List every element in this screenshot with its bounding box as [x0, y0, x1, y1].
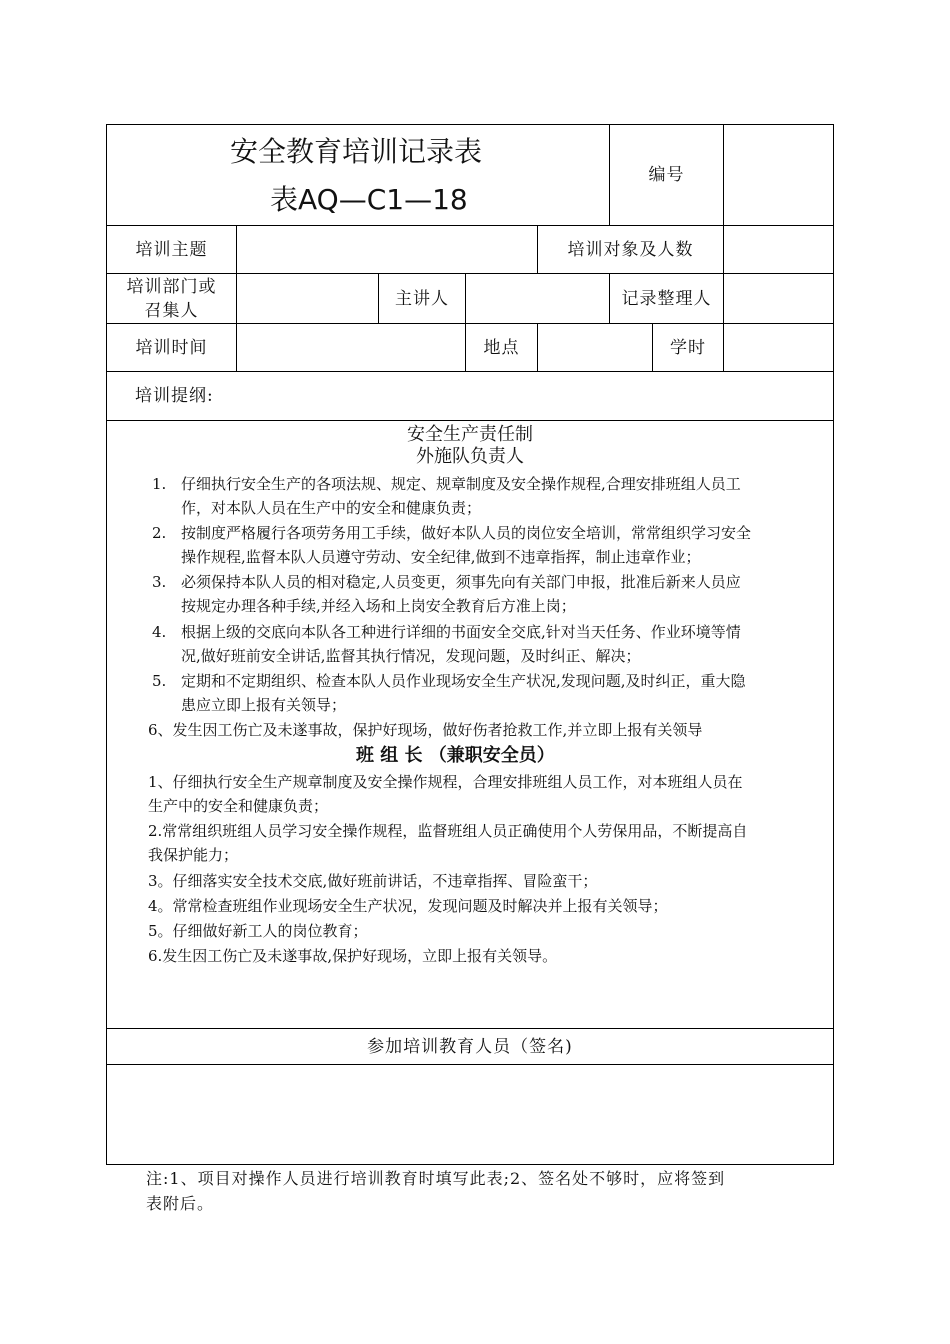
topic-label: 培训主题 — [135, 239, 208, 260]
recorder-field[interactable] — [724, 274, 833, 323]
section-heading-team-leader: 班 组 长 （兼职安全员） — [356, 745, 555, 766]
footnote: 注:1、项目对操作人员进行培训教育时填写此表;2、签名处不够时，应将签到 — [146, 1169, 726, 1188]
department-label-line2: 召集人 — [144, 300, 199, 321]
time-field[interactable] — [237, 324, 465, 371]
section-heading: 安全生产责任制 — [407, 424, 533, 445]
outline-label: 培训提纲: — [135, 386, 214, 406]
table-border — [106, 1164, 834, 1165]
list-item: 4。常常检查班组作业现场安全生产状况，发现问题及时解决并上报有关领导； — [148, 897, 668, 915]
list-item: 6.发生因工伤亡及未遂事故,保护好现场，立即上报有关领导。 — [148, 947, 558, 965]
list-item: 生产中的安全和健康负责； — [148, 797, 329, 815]
audience-label: 培训对象及人数 — [567, 239, 694, 260]
form-code: 表AQ—C1—18 — [270, 183, 468, 216]
list-number: 4. — [152, 623, 167, 641]
list-item: 仔细执行安全生产的各项法规、规定、规章制度及安全操作规程,合理安排班组人员工 — [181, 475, 741, 493]
list-item: 6、发生因工伤亡及未遂事故，保护好现场，做好伤者抢救工作,并立即上报有关领导 — [148, 721, 703, 739]
list-item: 2.常常组织班组人员学习安全操作规程，监督班组人员正确使用个人劳保用品，不断提高自 — [148, 822, 748, 840]
department-label-line1: 培训部门或 — [126, 276, 217, 297]
list-item: 患应立即上报有关领导； — [181, 696, 347, 714]
list-number: 2. — [152, 524, 167, 542]
form-title: 安全教育培训记录表 — [230, 135, 483, 168]
footnote: 表附后。 — [146, 1194, 215, 1213]
topic-field[interactable] — [237, 226, 537, 273]
table-border — [106, 371, 834, 372]
recorder-label: 记录整理人 — [621, 288, 712, 309]
list-item: 必须保持本队人员的相对稳定,人员变更，须事先向有关部门申报，批准后新来人员应 — [181, 573, 741, 591]
list-item: 5。仔细做好新工人的岗位教育； — [148, 922, 368, 940]
department-field[interactable] — [237, 274, 378, 323]
time-label: 培训时间 — [135, 337, 208, 358]
list-number: 3. — [152, 573, 167, 591]
list-number: 1. — [152, 475, 167, 493]
list-item: 1、仔细执行安全生产规章制度及安全操作规程，合理安排班组人员工作，对本班组人员在 — [148, 773, 743, 791]
place-field[interactable] — [538, 324, 652, 371]
list-item: 操作规程,监督本队人员遵守劳动、安全纪律,做到不违章指挥，制止违章作业； — [181, 548, 701, 566]
list-item: 况,做好班前安全讲话,监督其执行情况，发现问题，及时纠正、解决； — [181, 647, 641, 665]
list-item: 按制度严格履行各项劳务用工手续，做好本队人员的岗位安全培训，常常组织学习安全 — [181, 524, 752, 542]
list-number: 5. — [152, 672, 167, 690]
audience-field[interactable] — [724, 226, 833, 273]
list-item: 按规定办理各种手续,并经入场和上岗安全教育后方准上岗； — [181, 597, 576, 615]
hours-label: 学时 — [670, 337, 706, 358]
lecturer-label: 主讲人 — [395, 288, 449, 309]
number-field[interactable] — [724, 125, 833, 225]
signature-label: 参加培训教育人员（签名) — [367, 1036, 573, 1057]
list-item: 定期和不定期组织、检查本队人员作业现场安全生产状况,发现问题,及时纠正，重大隐 — [181, 672, 746, 690]
list-item: 我保护能力； — [148, 846, 239, 864]
hours-field[interactable] — [724, 324, 833, 371]
number-label: 编号 — [648, 165, 685, 185]
signature-area[interactable] — [107, 1065, 833, 1164]
section-subheading: 外施队负责人 — [416, 446, 524, 467]
place-label: 地点 — [483, 337, 520, 358]
table-border — [833, 124, 834, 1165]
list-item: 根据上级的交底向本队各工种进行详细的书面安全交底,针对当天任务、作业环境等情 — [181, 623, 741, 641]
list-item: 3。仔细落实安全技术交底,做好班前讲话，不违章指挥、冒险蛮干； — [148, 872, 598, 890]
department-label — [107, 274, 236, 323]
table-border — [106, 420, 834, 421]
lecturer-field[interactable] — [466, 274, 609, 323]
list-item: 作，对本队人员在生产中的安全和健康负责； — [181, 499, 482, 517]
